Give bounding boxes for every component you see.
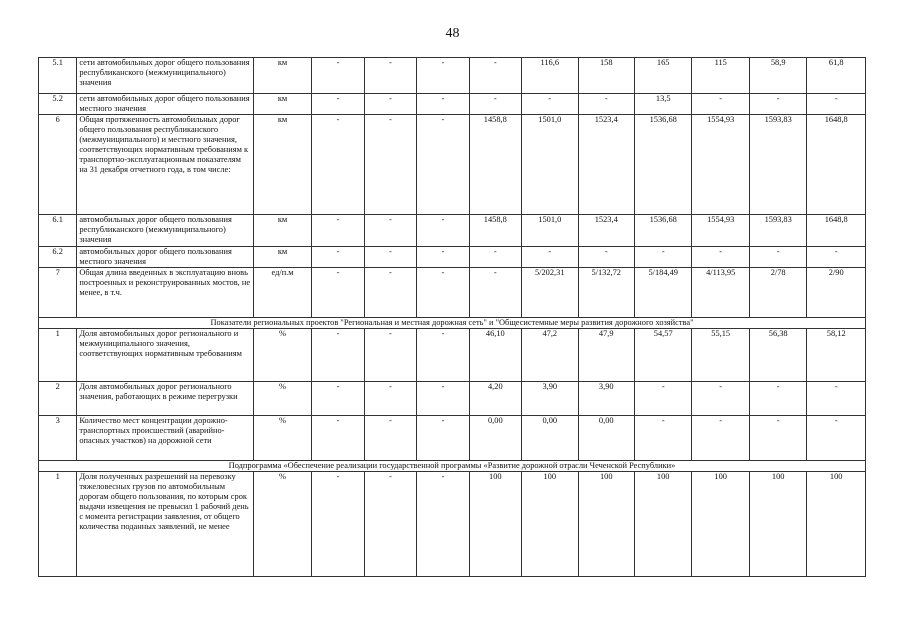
- value-cell: -: [312, 268, 364, 318]
- value-cell: 3,90: [522, 382, 578, 416]
- value-cell: 2/78: [749, 268, 806, 318]
- value-cell: 165: [634, 58, 691, 94]
- value-cell: 3,90: [578, 382, 634, 416]
- value-cell: -: [312, 416, 364, 461]
- table-row: [39, 268, 866, 318]
- value-cell: -: [692, 416, 749, 461]
- table-row: [39, 329, 866, 382]
- section-row: [39, 461, 866, 472]
- value-cell: 58,9: [749, 58, 806, 94]
- section-title: Показатели региональных проектов "Региональная и местная дорожная сеть" и "Общесистемные меры развития дорожного хозяйства": [39, 318, 866, 329]
- value-cell: -: [807, 416, 866, 461]
- table-row: [39, 247, 866, 268]
- value-cell: -: [364, 268, 416, 318]
- value-cell: -: [364, 247, 416, 268]
- value-cell: 2/90: [807, 268, 866, 318]
- value-cell: -: [522, 247, 578, 268]
- row-number: 5.2: [39, 94, 77, 115]
- value-cell: 100: [469, 472, 521, 577]
- unit-cell: %: [253, 382, 311, 416]
- row-number: 7: [39, 268, 77, 318]
- value-cell: -: [364, 115, 416, 215]
- unit-cell: км: [253, 247, 311, 268]
- value-cell: 100: [634, 472, 691, 577]
- value-cell: 100: [522, 472, 578, 577]
- value-cell: 1536,68: [634, 215, 691, 247]
- page-number: 48: [445, 26, 460, 41]
- value-cell: -: [469, 94, 521, 115]
- row-number: 2: [39, 382, 77, 416]
- value-cell: -: [417, 329, 469, 382]
- value-cell: -: [364, 382, 416, 416]
- value-cell: 0,00: [578, 416, 634, 461]
- value-cell: -: [364, 472, 416, 577]
- table-row: [39, 472, 866, 577]
- value-cell: -: [312, 247, 364, 268]
- value-cell: 54,57: [634, 329, 691, 382]
- value-cell: -: [807, 94, 866, 115]
- unit-cell: км: [253, 58, 311, 94]
- value-cell: -: [364, 215, 416, 247]
- value-cell: -: [692, 382, 749, 416]
- value-cell: 1523,4: [578, 215, 634, 247]
- value-cell: -: [749, 416, 806, 461]
- value-cell: 116,6: [522, 58, 578, 94]
- unit-cell: км: [253, 115, 311, 215]
- value-cell: 4/113,95: [692, 268, 749, 318]
- value-cell: 1458,8: [469, 115, 521, 215]
- value-cell: 4,20: [469, 382, 521, 416]
- row-number: 3: [39, 416, 77, 461]
- value-cell: 1554,93: [692, 215, 749, 247]
- table-row: [39, 382, 866, 416]
- value-cell: 0,00: [522, 416, 578, 461]
- row-number: 6.2: [39, 247, 77, 268]
- value-cell: -: [312, 329, 364, 382]
- value-cell: 58,12: [807, 329, 866, 382]
- value-cell: -: [364, 416, 416, 461]
- value-cell: 5/202,31: [522, 268, 578, 318]
- value-cell: -: [417, 472, 469, 577]
- unit-cell: км: [253, 94, 311, 115]
- value-cell: -: [312, 472, 364, 577]
- unit-cell: %: [253, 416, 311, 461]
- value-cell: -: [469, 247, 521, 268]
- value-cell: -: [417, 247, 469, 268]
- row-number: 5.1: [39, 58, 77, 94]
- value-cell: -: [749, 382, 806, 416]
- section-row: [39, 318, 866, 329]
- value-cell: 5/184,49: [634, 268, 691, 318]
- unit-cell: км: [253, 215, 311, 247]
- value-cell: -: [364, 94, 416, 115]
- unit-cell: %: [253, 329, 311, 382]
- value-cell: -: [417, 416, 469, 461]
- value-cell: -: [417, 268, 469, 318]
- section-title: Подпрограмма «Обеспечение реализации государственной программы «Развитие дорожной отрасли Чеченской Республики»: [39, 461, 866, 472]
- value-cell: 47,9: [578, 329, 634, 382]
- value-cell: 56,38: [749, 329, 806, 382]
- indicator-name: сети автомобильных дорог общего пользования местного значения: [77, 94, 253, 115]
- value-cell: -: [692, 94, 749, 115]
- value-cell: -: [634, 382, 691, 416]
- value-cell: -: [807, 247, 866, 268]
- value-cell: 13,5: [634, 94, 691, 115]
- value-cell: -: [417, 382, 469, 416]
- value-cell: 0,00: [469, 416, 521, 461]
- value-cell: 100: [749, 472, 806, 577]
- value-cell: -: [469, 58, 521, 94]
- value-cell: 1536,68: [634, 115, 691, 215]
- value-cell: -: [312, 215, 364, 247]
- unit-cell: ед/п.м: [253, 268, 311, 318]
- unit-cell: %: [253, 472, 311, 577]
- value-cell: 158: [578, 58, 634, 94]
- indicator-name: Количество мест концентрации дорожно-транспортных происшествий (аварийно-опасных участков) на дорожной сети: [77, 416, 253, 461]
- value-cell: 1593,83: [749, 215, 806, 247]
- value-cell: 100: [807, 472, 866, 577]
- indicator-name: Доля автомобильных дорог регионального и межмуниципального значения, соответствующих нормативным требованиям: [77, 329, 253, 382]
- value-cell: 1501,0: [522, 215, 578, 247]
- table-row: [39, 215, 866, 247]
- value-cell: -: [312, 382, 364, 416]
- indicator-name: Общая длина введенных в эксплуатацию вновь построенных и реконструированных мостов, не менее, в т.ч.: [77, 268, 253, 318]
- value-cell: -: [469, 268, 521, 318]
- value-cell: 1501,0: [522, 115, 578, 215]
- value-cell: -: [578, 94, 634, 115]
- value-cell: -: [578, 247, 634, 268]
- value-cell: -: [417, 94, 469, 115]
- value-cell: 61,8: [807, 58, 866, 94]
- indicators-table: [38, 57, 866, 577]
- value-cell: -: [749, 94, 806, 115]
- row-number: 1: [39, 472, 77, 577]
- value-cell: 1458,8: [469, 215, 521, 247]
- value-cell: -: [417, 115, 469, 215]
- value-cell: 1523,4: [578, 115, 634, 215]
- indicator-name: Общая протяженность автомобильных дорог общего пользования республиканского (межмуниципального) и местного значения, соответствующих нормативным требованиям к транспортно-эксплуатационным показателям на 31 декабря отчетного года, в том числе:: [77, 115, 253, 215]
- value-cell: 55,15: [692, 329, 749, 382]
- indicator-name: Доля автомобильных дорог регионального значения, работающих в режиме перегрузки: [77, 382, 253, 416]
- value-cell: -: [417, 58, 469, 94]
- indicator-name: автомобильных дорог общего пользования местного значения: [77, 247, 253, 268]
- value-cell: -: [312, 115, 364, 215]
- value-cell: -: [634, 247, 691, 268]
- value-cell: 1554,93: [692, 115, 749, 215]
- value-cell: -: [522, 94, 578, 115]
- value-cell: -: [807, 382, 866, 416]
- value-cell: -: [417, 215, 469, 247]
- value-cell: 47,2: [522, 329, 578, 382]
- table-row: [39, 416, 866, 461]
- value-cell: 100: [692, 472, 749, 577]
- row-number: 6.1: [39, 215, 77, 247]
- table-row: [39, 115, 866, 215]
- table-row: [39, 58, 866, 94]
- value-cell: 46,10: [469, 329, 521, 382]
- indicator-name: автомобильных дорог общего пользования республиканского (межмуниципального) значения: [77, 215, 253, 247]
- value-cell: -: [634, 416, 691, 461]
- table-row: [39, 94, 866, 115]
- value-cell: -: [312, 58, 364, 94]
- value-cell: -: [749, 247, 806, 268]
- value-cell: 100: [578, 472, 634, 577]
- value-cell: -: [364, 58, 416, 94]
- value-cell: 115: [692, 58, 749, 94]
- value-cell: -: [312, 94, 364, 115]
- value-cell: -: [364, 329, 416, 382]
- indicator-name: Доля полученных разрешений на перевозку тяжеловесных грузов по автомобильным дорогам общего пользования, по которым срок выдачи извещения не превысил 1 рабочий день с момента регистрации заявления, от общего количества поданных заявлений, не менее: [77, 472, 253, 577]
- value-cell: 1648,8: [807, 115, 866, 215]
- value-cell: 5/132,72: [578, 268, 634, 318]
- row-number: 1: [39, 329, 77, 382]
- value-cell: -: [692, 247, 749, 268]
- indicator-name: сети автомобильных дорог общего пользования республиканского (межмуниципального) значения: [77, 58, 253, 94]
- value-cell: 1593,83: [749, 115, 806, 215]
- row-number: 6: [39, 115, 77, 215]
- value-cell: 1648,8: [807, 215, 866, 247]
